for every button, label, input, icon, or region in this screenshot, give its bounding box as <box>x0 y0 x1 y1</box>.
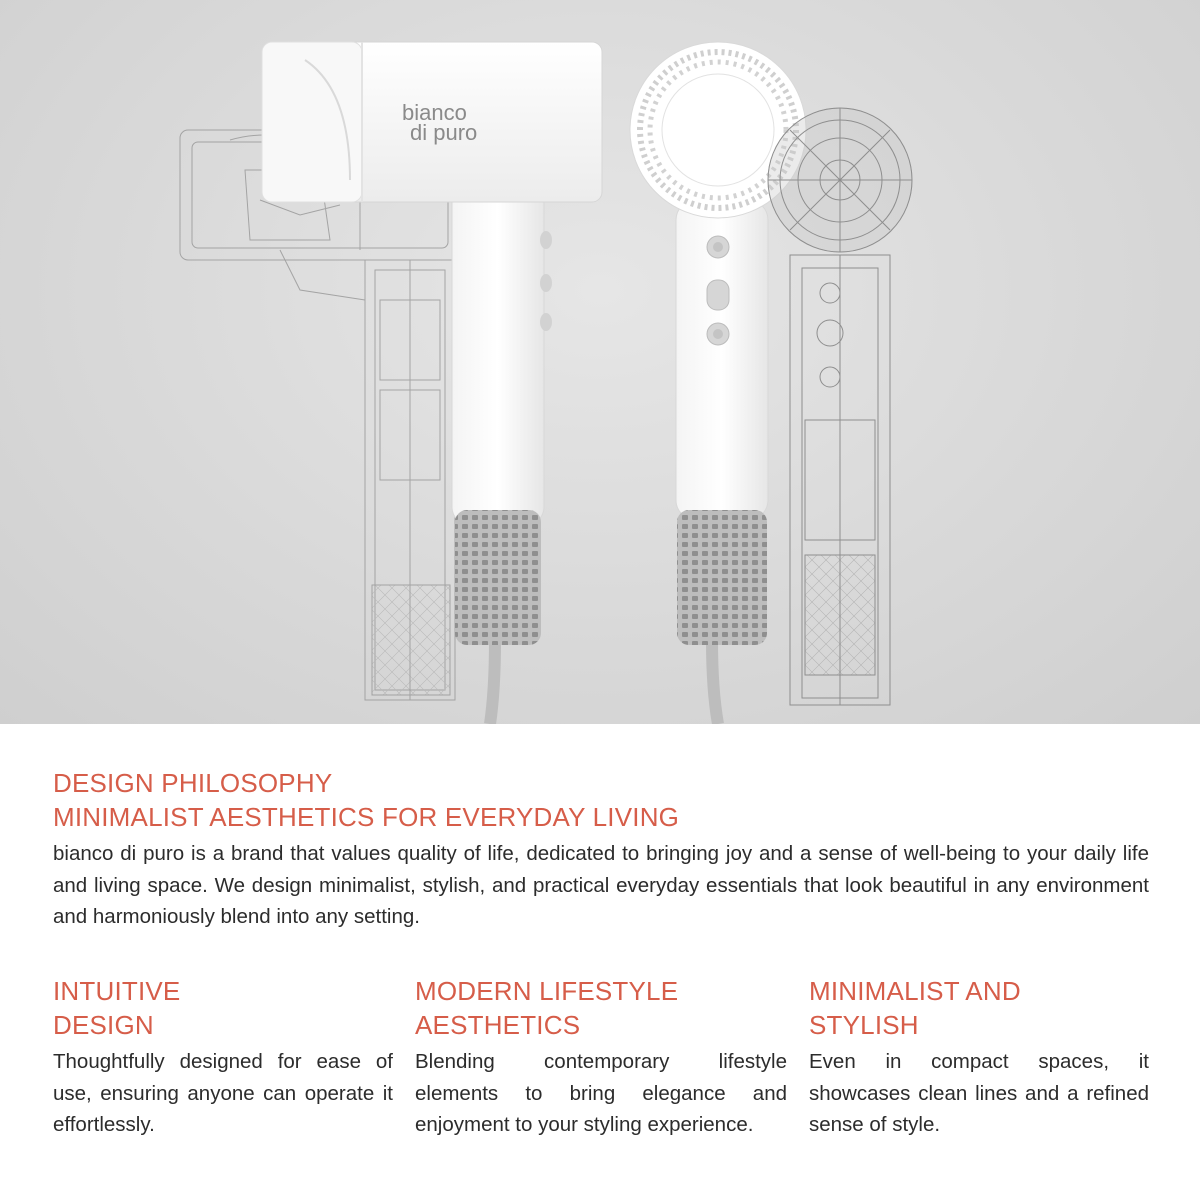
feature-text: Blending contemporary lifestyle elements to bring elegance and enjoyment to your styling experience. <box>415 1050 787 1136</box>
section-title: DESIGN PHILOSOPHY <box>53 768 333 798</box>
feature-title-line2: STYLISH <box>809 1010 919 1040</box>
wireframe-dryer-right <box>768 108 912 705</box>
feature-title-line2: AESTHETICS <box>415 1010 581 1040</box>
feature-title-line1: MINIMALIST AND <box>809 976 1021 1006</box>
section-subtitle: MINIMALIST AESTHETICS FOR EVERYDAY LIVING <box>53 802 680 832</box>
wireframe-dryer-left <box>180 130 460 700</box>
feature-title-line2: DESIGN <box>53 1010 154 1040</box>
brand-logo-sub: di puro <box>410 120 478 145</box>
feature-text: Even in compact spaces, it showcases clean lines and a refined sense of style. <box>809 1050 1149 1136</box>
feature-modern-lifestyle <box>415 974 787 1141</box>
feature-title-line1: INTUITIVE <box>53 976 181 1006</box>
feature-title-line1: MODERN LIFESTYLE <box>415 976 679 1006</box>
feature-minimalist-stylish <box>809 974 1149 1141</box>
feature-intuitive-design <box>53 974 393 1141</box>
feature-text: Thoughtfully designed for ease of use, ensuring anyone can operate it effortlessly. <box>53 1050 393 1136</box>
brand-logo: bianco <box>402 100 467 125</box>
intro-paragraph: bianco di puro is a brand that values quality of life, dedicated to bringing joy and a sense of well-being to your daily life and living space. We design minimalist, stylish, and practical everyday essentials that look beautiful in any environment and harmoniously blend into any setting. <box>53 842 1149 928</box>
design-philosophy-section <box>53 766 1149 933</box>
